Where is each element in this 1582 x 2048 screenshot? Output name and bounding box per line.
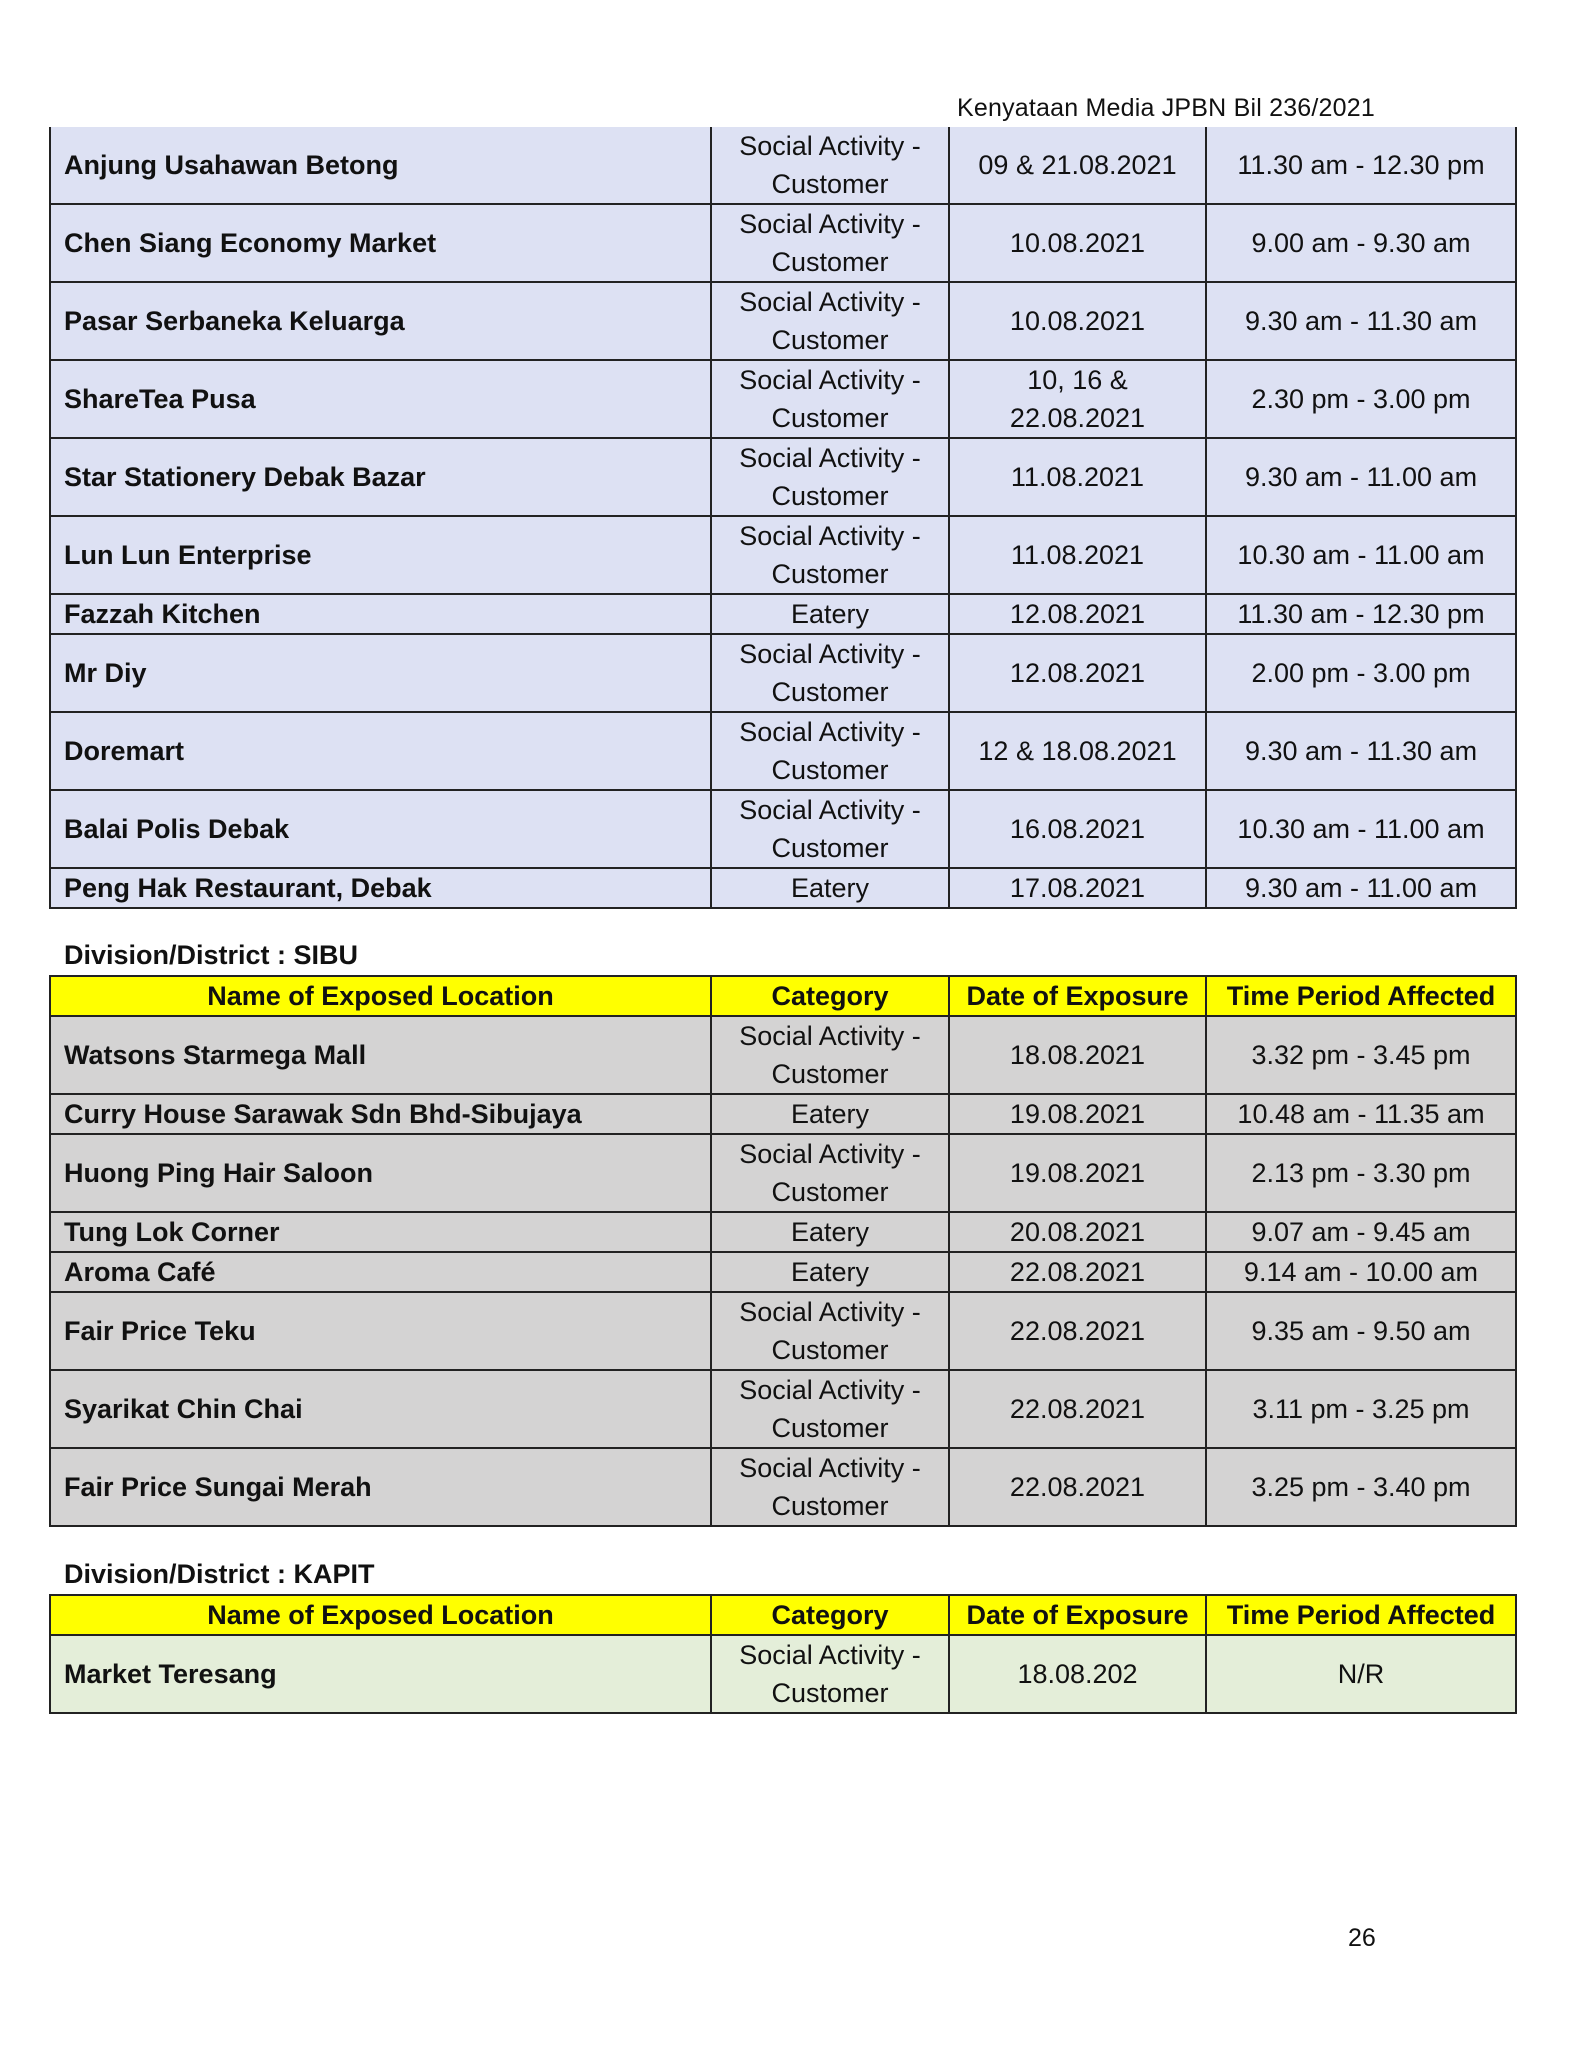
table-body bbox=[50, 127, 1516, 908]
time-period-cell: 11.30 am - 12.30 pm bbox=[1206, 594, 1516, 634]
date-cell: 18.08.202 bbox=[949, 1635, 1206, 1713]
date-cell: 19.08.2021 bbox=[949, 1094, 1206, 1134]
header-date: Date of Exposure bbox=[949, 976, 1206, 1016]
category-cell: Social Activity - Customer bbox=[711, 1016, 949, 1094]
table-row bbox=[50, 1448, 1516, 1526]
location-name-cell: Pasar Serbaneka Keluarga bbox=[50, 282, 711, 360]
location-name-cell: Peng Hak Restaurant, Debak bbox=[50, 868, 711, 908]
location-name-cell: Fair Price Teku bbox=[50, 1292, 711, 1370]
table-row bbox=[50, 594, 1516, 634]
category-cell: Social Activity - Customer bbox=[711, 127, 949, 204]
exposure-table-sibu bbox=[49, 975, 1517, 1527]
time-period-cell: 9.14 am - 10.00 am bbox=[1206, 1252, 1516, 1292]
table-body bbox=[50, 1016, 1516, 1526]
category-cell: Social Activity - Customer bbox=[711, 1370, 949, 1448]
category-cell: Eatery bbox=[711, 1252, 949, 1292]
time-period-cell: 3.11 pm - 3.25 pm bbox=[1206, 1370, 1516, 1448]
date-cell: 22.08.2021 bbox=[949, 1448, 1206, 1526]
table-row bbox=[50, 868, 1516, 908]
table-row bbox=[50, 204, 1516, 282]
table-row bbox=[50, 516, 1516, 594]
category-cell: Social Activity - Customer bbox=[711, 204, 949, 282]
date-cell: 12.08.2021 bbox=[949, 634, 1206, 712]
time-period-cell: 10.30 am - 11.00 am bbox=[1206, 516, 1516, 594]
table-row bbox=[50, 1635, 1516, 1713]
category-cell: Social Activity - Customer bbox=[711, 1292, 949, 1370]
date-cell: 20.08.2021 bbox=[949, 1212, 1206, 1252]
time-period-cell: 9.35 am - 9.50 am bbox=[1206, 1292, 1516, 1370]
location-name-cell: Huong Ping Hair Saloon bbox=[50, 1134, 711, 1212]
location-name-cell: Curry House Sarawak Sdn Bhd-Sibujaya bbox=[50, 1094, 711, 1134]
header-date: Date of Exposure bbox=[949, 1595, 1206, 1635]
date-cell: 22.08.2021 bbox=[949, 1252, 1206, 1292]
header-time: Time Period Affected bbox=[1206, 976, 1516, 1016]
date-cell: 10.08.2021 bbox=[949, 282, 1206, 360]
category-cell: Social Activity - Customer bbox=[711, 790, 949, 868]
page-number: 26 bbox=[1348, 1924, 1376, 1952]
section-title-sibu: Division/District : SIBU bbox=[64, 940, 359, 970]
category-cell: Social Activity - Customer bbox=[711, 1134, 949, 1212]
date-cell: 10, 16 & 22.08.2021 bbox=[949, 360, 1206, 438]
time-period-cell: 3.25 pm - 3.40 pm bbox=[1206, 1448, 1516, 1526]
category-cell: Eatery bbox=[711, 1212, 949, 1252]
time-period-cell: 9.30 am - 11.30 am bbox=[1206, 712, 1516, 790]
table-row bbox=[50, 127, 1516, 204]
time-period-cell: 2.00 pm - 3.00 pm bbox=[1206, 634, 1516, 712]
date-cell: 10.08.2021 bbox=[949, 204, 1206, 282]
table-row bbox=[50, 1016, 1516, 1094]
date-cell: 16.08.2021 bbox=[949, 790, 1206, 868]
category-cell: Social Activity - Customer bbox=[711, 438, 949, 516]
header-name: Name of Exposed Location bbox=[50, 1595, 711, 1635]
exposure-table-kapit bbox=[49, 1594, 1517, 1714]
table-row bbox=[50, 438, 1516, 516]
location-name-cell: Star Stationery Debak Bazar bbox=[50, 438, 711, 516]
location-name-cell: Fair Price Sungai Merah bbox=[50, 1448, 711, 1526]
header-time: Time Period Affected bbox=[1206, 1595, 1516, 1635]
location-name-cell: Syarikat Chin Chai bbox=[50, 1370, 711, 1448]
category-cell: Social Activity - Customer bbox=[711, 712, 949, 790]
time-period-cell: 9.30 am - 11.00 am bbox=[1206, 868, 1516, 908]
location-name-cell: Tung Lok Corner bbox=[50, 1212, 711, 1252]
table-header-row bbox=[50, 976, 1516, 1016]
table-row bbox=[50, 712, 1516, 790]
time-period-cell: 2.13 pm - 3.30 pm bbox=[1206, 1134, 1516, 1212]
location-name-cell: Anjung Usahawan Betong bbox=[50, 127, 711, 204]
table-row bbox=[50, 634, 1516, 712]
time-period-cell: 9.30 am - 11.00 am bbox=[1206, 438, 1516, 516]
time-period-cell: 11.30 am - 12.30 pm bbox=[1206, 127, 1516, 204]
time-period-cell: 9.00 am - 9.30 am bbox=[1206, 204, 1516, 282]
header-category: Category bbox=[711, 976, 949, 1016]
time-period-cell: 2.30 pm - 3.00 pm bbox=[1206, 360, 1516, 438]
category-cell: Social Activity - Customer bbox=[711, 516, 949, 594]
table-header-row bbox=[50, 1595, 1516, 1635]
table-row bbox=[50, 790, 1516, 868]
table-row bbox=[50, 1212, 1516, 1252]
location-name-cell: Market Teresang bbox=[50, 1635, 711, 1713]
header-category: Category bbox=[711, 1595, 949, 1635]
document-reference: Kenyataan Media JPBN Bil 236/2021 bbox=[957, 94, 1375, 122]
table-row bbox=[50, 1370, 1516, 1448]
date-cell: 19.08.2021 bbox=[949, 1134, 1206, 1212]
category-cell: Social Activity - Customer bbox=[711, 282, 949, 360]
date-cell: 17.08.2021 bbox=[949, 868, 1206, 908]
date-cell: 11.08.2021 bbox=[949, 438, 1206, 516]
date-cell: 22.08.2021 bbox=[949, 1292, 1206, 1370]
time-period-cell: 9.30 am - 11.30 am bbox=[1206, 282, 1516, 360]
table-row bbox=[50, 1252, 1516, 1292]
time-period-cell: 10.30 am - 11.00 am bbox=[1206, 790, 1516, 868]
location-name-cell: ShareTea Pusa bbox=[50, 360, 711, 438]
location-name-cell: Mr Diy bbox=[50, 634, 711, 712]
time-period-cell: 9.07 am - 9.45 am bbox=[1206, 1212, 1516, 1252]
table-row bbox=[50, 1094, 1516, 1134]
header-name: Name of Exposed Location bbox=[50, 976, 711, 1016]
location-name-cell: Lun Lun Enterprise bbox=[50, 516, 711, 594]
table-row bbox=[50, 1292, 1516, 1370]
date-cell: 18.08.2021 bbox=[949, 1016, 1206, 1094]
location-name-cell: Balai Polis Debak bbox=[50, 790, 711, 868]
table-row bbox=[50, 282, 1516, 360]
time-period-cell: 3.32 pm - 3.45 pm bbox=[1206, 1016, 1516, 1094]
category-cell: Social Activity - Customer bbox=[711, 360, 949, 438]
location-name-cell: Doremart bbox=[50, 712, 711, 790]
location-name-cell: Watsons Starmega Mall bbox=[50, 1016, 711, 1094]
category-cell: Social Activity - Customer bbox=[711, 1448, 949, 1526]
location-name-cell: Chen Siang Economy Market bbox=[50, 204, 711, 282]
date-cell: 22.08.2021 bbox=[949, 1370, 1206, 1448]
exposure-table-continued bbox=[49, 127, 1517, 909]
location-name-cell: Fazzah Kitchen bbox=[50, 594, 711, 634]
date-cell: 12 & 18.08.2021 bbox=[949, 712, 1206, 790]
location-name-cell: Aroma Café bbox=[50, 1252, 711, 1292]
table-row bbox=[50, 1134, 1516, 1212]
time-period-cell: N/R bbox=[1206, 1635, 1516, 1713]
category-cell: Social Activity - Customer bbox=[711, 1635, 949, 1713]
date-cell: 09 & 21.08.2021 bbox=[949, 127, 1206, 204]
category-cell: Eatery bbox=[711, 594, 949, 634]
time-period-cell: 10.48 am - 11.35 am bbox=[1206, 1094, 1516, 1134]
table-row bbox=[50, 360, 1516, 438]
section-title-kapit: Division/District : KAPIT bbox=[64, 1559, 375, 1589]
date-cell: 11.08.2021 bbox=[949, 516, 1206, 594]
category-cell: Eatery bbox=[711, 868, 949, 908]
table-body bbox=[50, 1635, 1516, 1713]
category-cell: Eatery bbox=[711, 1094, 949, 1134]
category-cell: Social Activity - Customer bbox=[711, 634, 949, 712]
date-cell: 12.08.2021 bbox=[949, 594, 1206, 634]
